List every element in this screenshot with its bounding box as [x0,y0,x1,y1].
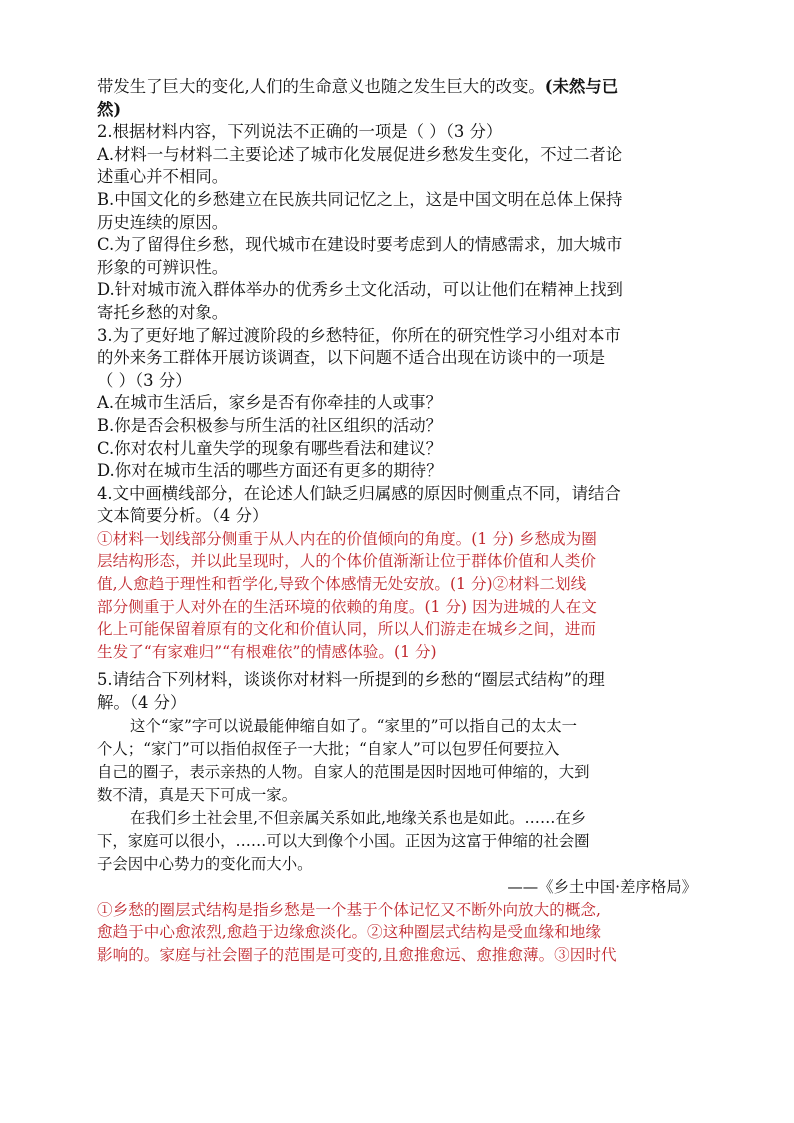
q3-option-d: D.你对在城市生活的哪些方面还有更多的期待？ [97,461,443,481]
q3-stem-line-1: 3.为了更好地了解过渡阶段的乡愁特征，你所在的研究性学习小组对本市 [97,325,621,345]
q2-option-a-line-1: A.材料一与材料二主要论述了城市化发展促进乡愁发生变化，不过二者论 [97,144,623,164]
q5-quote-p2-line-2: 下，家庭可以很小，……可以大到像个小国。正因为这富于伸缩的社会圈 [97,831,590,850]
q2-option-a-line-2: 述重心并不相同。 [97,167,229,187]
q5-answer-line-3: 影响的。家庭与社会圈子的范围是可变的,且愈推愈远、愈推愈薄。③因时代 [97,945,617,964]
intro-text: 带发生了巨大的变化,人们的生命意义也随之发生巨大的改变。 [97,77,545,96]
q4-answer-line-6: 生发了“有家难归”“有根难依”的情感体验。(1 分) [97,642,437,661]
q5-quote-p2-line-1: 在我们乡土社会里,不但亲属关系如此,地缘关系也是如此。……在乡 [130,808,587,827]
q5-quote-p1-line-1: 这个“家”字可以说最能伸缩自如了。“家里的”可以指自己的太太一 [130,716,578,735]
q4-stem-line-1: 4.文中画横线部分，在论述人们缺乏归属感的原因时侧重点不同，请结合 [97,483,621,503]
q2-option-b-line-2: 历史连续的原因。 [97,212,229,232]
q5-answer-line-2: 愈趋于中心愈浓烈,愈趋于边缘愈淡化。②这种圈层式结构是受血缘和地缘 [97,923,601,942]
q3-stem-line-3: （ ）（3 分） [97,370,192,390]
q3-stem-line-2: 的外来务工群体开展访谈调查，以下问题不适合出现在访谈中的一项是 [97,348,606,368]
q2-option-c-line-2: 形象的可辨识性。 [97,257,229,277]
q4-answer-line-4: 部分侧重于人对外在的生活环境的依赖的角度。(1 分) 因为进城的人在文 [97,597,597,616]
q3-option-c: C.你对农村儿童失学的现象有哪些看法和建议？ [97,438,442,458]
document-body [97,76,697,966]
q2-option-d-line-2: 寄托乡愁的对象。 [97,302,229,322]
q3-option-a: A.在城市生活后，家乡是否有你牵挂的人或事？ [97,393,442,413]
q2-option-c-line-1: C.为了留得住乡愁，现代城市在建设时要考虑到人的情感需求，加大城市 [97,235,623,255]
q5-quote-p1-line-2: 个人；“家门”可以指伯叔侄子一大批；“自家人”可以包罗任何要拉入 [97,739,560,758]
q5-quote-source: ——《乡土中国·差序格局》 [507,877,697,896]
q3-option-b: B.你是否会积极参与所生活的社区组织的活动？ [97,415,443,435]
intro-answer-bold: (未然与已 [544,77,619,96]
q4-answer-line-2: 层结构形态，并以此呈现时，人的个体价值渐渐让位于群体价值和人类价 [97,552,597,571]
intro-line-1 [97,76,697,99]
q4-answer-line-3: 值,人愈趋于理性和哲学化,导致个体感情无处安放。(1 分)②材料二划线 [97,575,587,594]
q2-stem: 2.根据材料内容，下列说法不正确的一项是（ ）（3 分） [97,122,503,142]
intro-line-2: 然) [97,99,122,119]
q5-stem-line-2: 解。（4 分） [97,693,187,713]
q2-option-b-line-1: B.中国文化的乡愁建立在民族共同记忆之上，这是中国文明在总体上保持 [97,189,623,209]
q5-quote-p1-line-4: 数不清，真是天下可成一家。 [97,785,298,804]
q5-stem-line-1: 5.请结合下列材料，谈谈你对材料一所提到的乡愁的“圈层式结构”的理 [97,670,605,690]
q2-option-d-line-1: D.针对城市流入群体举办的优秀乡土文化活动，可以让他们在精神上找到 [97,280,623,300]
q4-answer-line-5: 化上可能保留着原有的文化和价值认同，所以人们游走在城乡之间，进而 [97,620,597,639]
q5-quote-p1-line-3: 自己的圈子，表示亲热的人物。自家人的范围是因时因地可伸缩的，大到 [97,762,590,781]
q5-answer-line-1: ①乡愁的圈层式结构是指乡愁是一个基于个体记忆又不断外向放大的概念, [97,900,601,919]
q4-answer-line-1: ①材料一划线部分侧重于从人内在的价值倾向的角度。(1 分) 乡愁成为圈 [97,529,597,548]
q5-quote-p2-line-3: 子会因中心势力的变化而大小。 [97,854,313,873]
q4-stem-line-2: 文本简要分析。（4 分） [97,506,269,526]
